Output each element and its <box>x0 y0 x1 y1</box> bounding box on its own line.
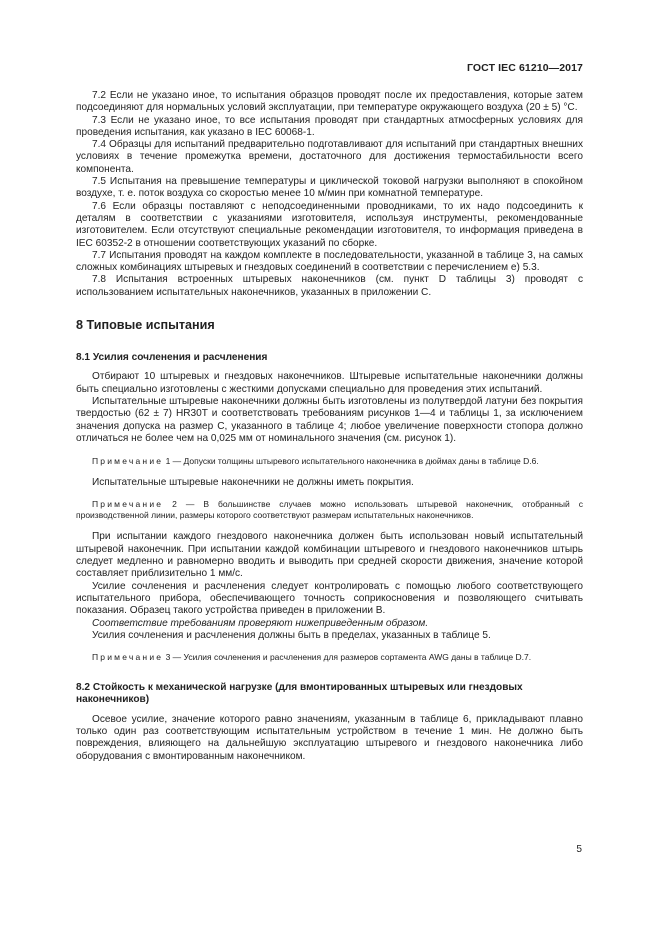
paragraph-8-1-3: Испытательные штыревые наконечники не должны иметь покрытия. <box>92 477 414 489</box>
note-2-text: 2 — В большинстве случаев можно использовать штыревой наконечник, отобранный с производственной линии, размеры которого соответствуют размерам испытательных наконечников. <box>76 499 583 521</box>
paragraph-8-1-4: При испытании каждого гнездового наконечника должен быть использован новый испытательный штыревой наконечник. При испытании каждой комбинации штыревого и гнездового наконечников штырь следует медленно и равномерно вводить и выводить при средней скорости движения, значение которой составляет приблизительно 1 мм/с. <box>76 531 583 580</box>
note-3-label: Примечание <box>92 652 164 663</box>
paragraph-8-1-6 <box>76 618 583 630</box>
subsection-8-1-title: 8.1 Усилия сочленения и расчленения <box>76 352 268 364</box>
subsection-8-2-title: 8.2 Стойкость к механической нагрузке (для вмонтированных штыревых или гнездовых наконечников) <box>76 682 523 706</box>
note-1-text: 1 — Допуски толщины штыревого испытательного наконечника в дюймах даны в таблице D.6. <box>163 456 539 467</box>
paragraph-7-8: 7.8 Испытания встроенных штыревых наконечников (см. пункт D таблицы 3) проводят с использованием испытательных наконечников, указанных в приложении С. <box>76 274 583 298</box>
section-8-title: 8 Типовые испытания <box>76 318 215 333</box>
note-2 <box>76 499 583 521</box>
note-3-text: 3 — Усилия сочленения и расчленения для размеров сортамента AWG даны в таблице D.7. <box>163 652 532 663</box>
paragraph-7-7: 7.7 Испытания проводят на каждом комплекте в последовательности, указанной в таблице 3, на самых сложных комбинациях штыревых и гнездовых соединений в соответствии с перечислением е) 5.3. <box>76 249 583 274</box>
paragraph-8-1-1: Отбирают 10 штыревых и гнездовых наконечников. Штыревые испытательные наконечники должны быть специально изготовлены с жесткими допусками специально для проведения этих испытаний. <box>76 371 583 395</box>
note-2-label: Примечание <box>92 499 164 510</box>
note-1-label: Примечание <box>92 456 164 467</box>
document-header: ГОСТ IEC 61210—2017 <box>466 62 583 74</box>
paragraph-8-1-5: Усилие сочленения и расчленения следует контролировать с помощью любого соответствующего испытательного прибора, обеспечивающего точность соприкосновения и позволяющего считывать показания. Образец такого устройства приведен в приложении В. <box>76 580 583 617</box>
paragraph-8-1-2: Испытательные штыревые наконечники должны быть изготовлены из полутвердой латуни без покрытия твердостью (62 ± 7) HR30T и соответствовать требованиям рисунков 1—4 и таблицы 1, за исключением значения допуска на размер С, указанного в таблице 4; любое увеличение поверхности стопора должно отличаться не более чем на 0,025 мм от номинального значения (см. рисунок 1). <box>76 395 583 444</box>
paragraph-7-2: 7.2 Если не указано иное, то испытания образцов проводят после их предоставления, которые затем подсоединяют для нормальных условий эксплуатации, при температуре окружающего воздуха (20 ± 5) °С. <box>76 90 583 114</box>
page-number: 5 <box>576 844 582 855</box>
compliance-statement: Соответствие требованиям проверяют нижеприведенным образом. <box>92 617 429 629</box>
paragraph-7-5: 7.5 Испытания на превышение температуры и циклической токовой нагрузки выполняют в спокойном воздухе, т. е. поток воздуха со скоростью менее 10 м/мин при комнатной температуре. <box>76 176 583 200</box>
document-body <box>76 90 583 763</box>
paragraph-7-4: 7.4 Образцы для испытаний предварительно подготавливают для испытаний при стандартных внешних условиях в течение промежутка времени, достаточного для достижения термостабильности всего компонента. <box>76 139 583 175</box>
note-1 <box>76 456 583 467</box>
paragraph-7-6: 7.6 Если образцы поставляют с неподсоединенными проводниками, то их надо подсоединить к деталям в соответствии с указаниями изготовителя, используя инструменты, рекомендованные изготовителем. Если отсутствуют специальные рекомендации изготовителя, то информация приведена в IEC 60352-2 в отношении соответствующих указаний по сборке. <box>76 200 583 249</box>
paragraph-7-3: 7.3 Если не указано иное, то все испытания проводят при стандартных атмосферных условиях для проведения испытания, как указано в IEC 60068-1. <box>76 114 583 138</box>
paragraph-8-2-1: Осевое усилие, значение которого равно значениям, указанным в таблице 6, прикладывают плавно только один раз соответствующим испытательным устройством в течение 1 мин. Не должно быть повреждения, влияющего на дальнейшую эксплуатацию штыревого и гнездового наконечника либо оборудования с вмонтированным наконечником. <box>76 713 583 762</box>
paragraph-8-1-7: Усилия сочленения и расчленения должны быть в пределах, указанных в таблице 5. <box>92 629 491 641</box>
note-3 <box>76 652 583 663</box>
